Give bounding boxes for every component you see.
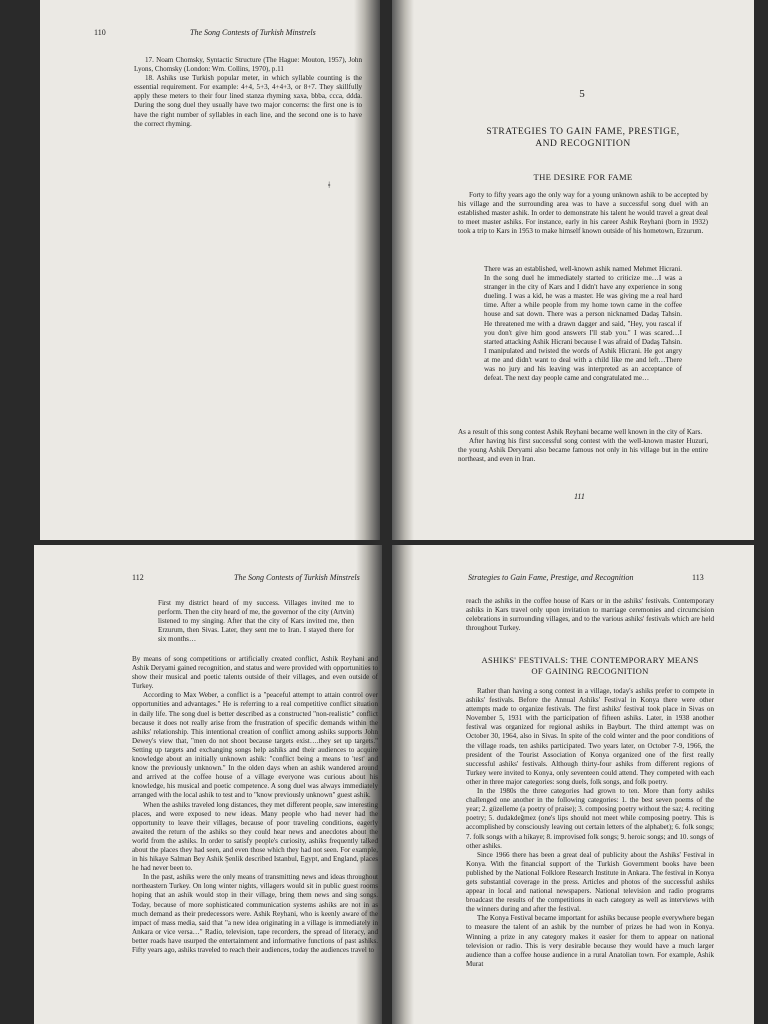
paragraph: The Konya Festival became important for ashiks because people everywhere began to measure the talent of an ashik by the number of prizes he had won in Konya. Winning a prize in any category makes it easier for them to appear on national television or radio. This is very desirable because they would have a much larger audience than a coffee house audience in a rural Anatolian town. For example, Ashik Murat (466, 914, 714, 968)
paragraph: Since 1966 there has been a great deal of publicity about the Ashiks' Festival in Konya. With the financial support of the Turkish Government books have been published by the National Folklore Research Institute in Ankara. The festival in Konya gets substantial coverage in the press. Articles and photos of the successful ashiks appear in local and national newspapers. National television and radio programs broadcast the results of the competitions in each category as well as interviews with the winners during and after the festival. (466, 850, 714, 914)
page-113 (392, 545, 754, 1024)
page-number: 112 (132, 573, 144, 582)
paragraph: In the past, ashiks were the only means of transmitting news and ideas throughout northeastern Turkey. On long winter nights, villagers would sit in public guest rooms hoping that an ashik would stop in their village, bring them news and sing songs. Today, because of more sophisticated communication systems ashiks are not in as much demand as their predecessors were. Ashik Reyhani, who is keenly aware of the impact of mass media, said that "a new idea originating in a village is immediately in Ankara or vice versa…" Radio, television, tape recorders, the spread of literacy, and better roads have usurped the entertainment and informative functions of past ashiks. Fifty years ago, ashiks traveled to reach their audiences, today the audiences travel to (132, 873, 378, 954)
paragraph: By means of song competitions or artificially created conflict, Ashik Reyhani and Ashik Deryami gained recognition, and status and were provided with opportunities to show their musical and poetic talents outside of their villages, and even outside of Turkey. (132, 655, 378, 691)
page-111 (392, 0, 754, 540)
book-gutter (392, 545, 414, 1024)
chapter-title: STRATEGIES TO GAIN FAME, PRESTIGE, AND RECOGNITION (486, 127, 680, 149)
paragraph: In the 1980s the three categories had grown to ten. More than forty ashiks challenged one another in the following categories: 1. the best seven poems of the year; 2. güzelleme (a poetry of praise); 3. composing poetry without the saz; 4. reciting poetry; 5. dudakdeğmez (one's lips should not meet while composing poetry. This is accomplished by consciously leaving out certain letters of the alphabet); 6. folk songs; 7. folk songs with a hikaye; 8. improvised folk songs; 9. heroic songs; and 10. songs of other ashiks. (466, 787, 714, 850)
paragraph: After having his first successful song contest with the well-known master Huzuri, the young Ashik Deryami also became famous not only in his village but in the entire northeast, and even in Iran. (458, 437, 708, 464)
running-head: Strategies to Gain Fame, Prestige, and Recognition (468, 573, 634, 582)
body-text (466, 597, 714, 633)
page-112 (34, 545, 382, 1024)
page-number: 113 (692, 573, 704, 582)
endnotes (134, 56, 362, 129)
running-head: The Song Contests of Turkish Minstrels (190, 28, 316, 37)
running-head: The Song Contests of Turkish Minstrels (234, 573, 360, 582)
paragraph: Forty to fifty years ago the only way for a young unknown ashik to be accepted by his village and the surrounding area was to have a successful song duel with an established master ashik. In order to demonstrate his talent he would travel a great deal to meet master ashiks. For instance, early in his career Ashik Reyhani (born in 1932) took a trip to Kars in 1953 to make himself known outside of his hometown, Erzurum. (458, 191, 708, 236)
page-110 (40, 0, 380, 540)
section-heading: THE DESIRE FOR FAME (533, 172, 633, 182)
section-heading: ASHIKS' FESTIVALS: THE CONTEMPORARY MEANS OF GAINING RECOGNITION (481, 655, 699, 676)
book-gutter (392, 0, 414, 540)
chapter-number: 5 (579, 88, 585, 100)
block-quote: There was an established, well-known ashik named Mehmet Hicrani. In the song duel he immediately started to criticize me…I was a stranger in the city of Kars and I didn't have any experience in song dueling. I was a kid, he was a master. He was giving me a real hard time. After a while people from my home town came in the coffee house and sat down. There was a person nicknamed Dadaş Tahsin. He threatened me with a drawn dagger and said, "Hey, you rascal if you don't give him good answers I'll stab you." I was scared…I started attacking Ashik Hicrani because I was afraid of Dadaş Tahsin. I manipulated and twisted the words of Ashik Hicrani. He got angry at me and didn't want to deal with a child like me and left…There was no jury and his leaving was interpreted as an acceptance of defeat. The next day people came and congratulated me… (484, 265, 682, 383)
endnote-17: 17. Noam Chomsky, Syntactic Structure (The Hague: Mouton, 1957), John Lyons, Chomsky (London: Wm. Collins, 1970), p.11 (134, 56, 362, 74)
page-number: 110 (94, 28, 106, 37)
page-folio: 111 (574, 492, 585, 501)
body-text (458, 428, 708, 464)
paragraph: As a result of this song contest Ashik Reyhani became well known in the city of Kars. (458, 428, 703, 436)
stray-mark: ǂ (328, 180, 331, 190)
endnote-18: 18. Ashiks use Turkish popular meter, in which syllable counting is the essential requirement. For example: 4+4, 5+3, 4+4+3, or 8+7. They skillfully apply these meters to their four lined stanza rhyming xaxa, bbba, ccca, ddda. During the song duel they usually have two major concerns: the first one is to have the right number of syllables in each line, and the second one is to have the correct rhyming. (134, 74, 362, 128)
paragraph: reach the ashiks in the coffee house of Kars or in the ashiks' festivals. Contemporary ashiks in Kars travel only upon invitation to marriage ceremonies and circumcision celebrations in surrounding villages, and to the various ashiks' festivals which are held throughout Turkey. (466, 597, 714, 633)
body-text (458, 191, 708, 236)
block-quote: First my district heard of my success. Villages invited me to perform. Then the city heard of me, the governor of the city (Artvin) listened to my singing. After that the city of Kars invited me, then Erzurum, then Sivas. Later, they sent me to Iran. I stayed there for six months… (158, 599, 354, 644)
paragraph: Rather than having a song contest in a village, today's ashiks prefer to compete in ashiks' festivals. Before the Annual Ashiks' Festival in Konya there were other attempts made to organize festivals. The first ashiks' festival took place in Sivas on November 5, 1931 with the participation of fifteen ashiks. Later, in 1938 another festival was organized for regional ashiks in Bayburt. The third attempt was on October 30, 1964, also in Sivas. In spite of the cold winter and the poor conditions of the village roads, ten ashiks participated. Two years later, on October 7-9, 1966, the president of the Tourist Association of Konya organized one of the first really successful ashiks' festivals. Although thirty-four ashiks from different regions of Turkey were invited to Konya, only seventeen could attend. They competed with each other in three major categories: song duels, folk songs, and folk poetry. (466, 687, 714, 786)
paragraph: According to Max Weber, a conflict is a "peaceful attempt to attain control over opportunities and advantages." He is referring to a real competitive conflict situation in daily life. The song duel is better described as a constructed "non-realistic" conflict because it does not really arise from the frustration of specific demands within the ashiks' relationship. This intentional creation of conflict among ashiks supports John Dewey's view that, "men do not shoot because targets exist….they set up targets." Setting up targets and exchanging songs help ashiks and their audiences to acquire knowledge about an initially unknown ashik: "conflict being a means to 'test' and know the previously unknown." In the olden days when an ashik wandered around and arrived at the coffee house of a village everyone was curious about his knowledge, his musical and poetic competence. A song duel was always immediately arranged with the local ashik to test and to "know previously unknown" guest ashik. (132, 691, 378, 800)
body-text (466, 687, 714, 969)
paragraph: When the ashiks traveled long distances, they met different people, saw interesting places, and were exposed to new ideas. Many people who had never had the opportunity to leave their villages, because of poor traveling conditions, eagerly awaited the return of the ashiks so they could hear news and anecdotes about the world from the ashiks. In order to satisfy people's curiosity, ashiks frequently talked about the places they had seen, and even those which they had not seen. For example, in his hikaye Salman Bey Ashik Şenlik described Istanbul, Egypt, and England, places he had never been to. (132, 800, 378, 873)
body-text (132, 655, 378, 955)
